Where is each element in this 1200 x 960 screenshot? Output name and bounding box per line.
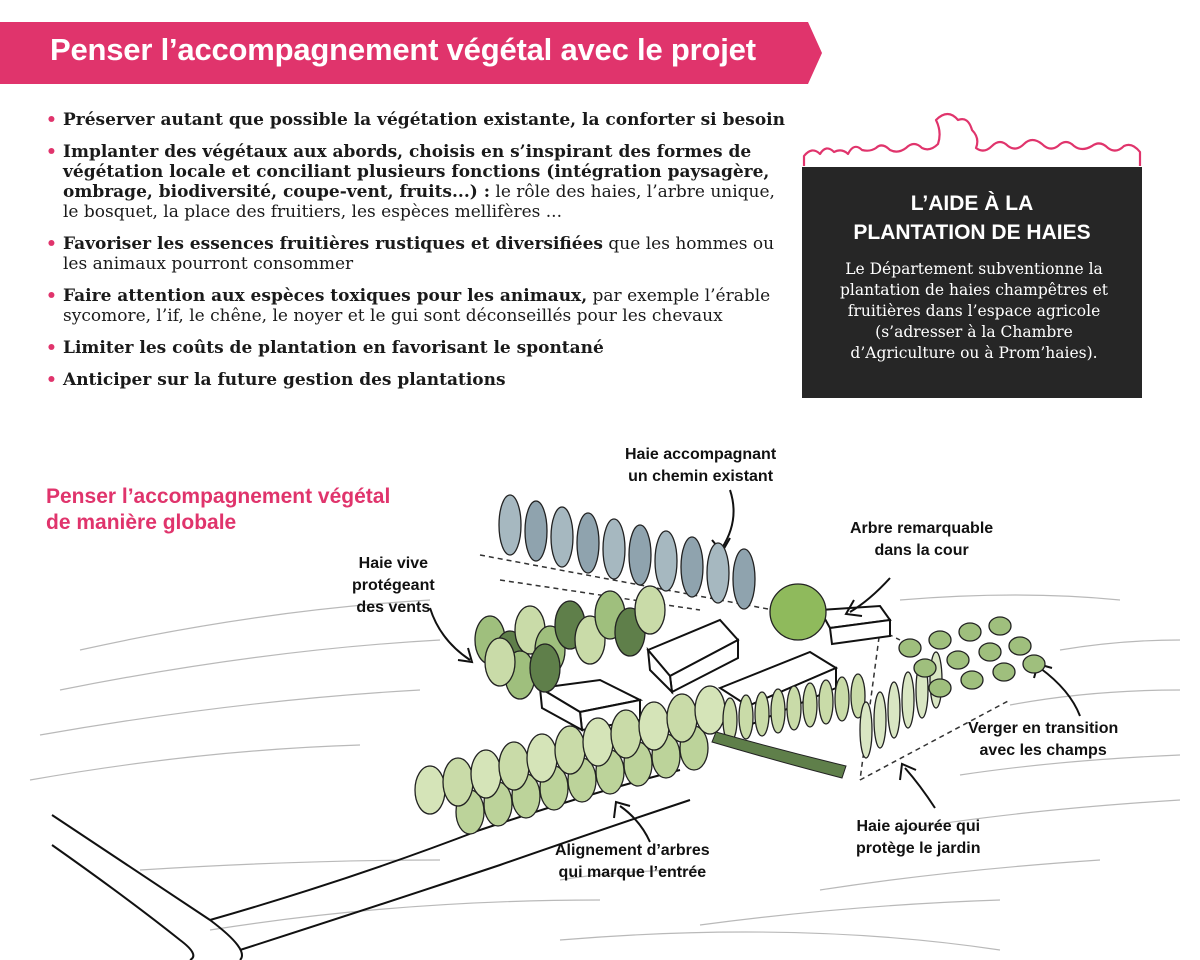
list-item: [46, 286, 786, 326]
bullet-bold: Favoriser les essences fruitières rustiques et diversifiées: [63, 234, 603, 254]
label-line: protégeant: [352, 577, 435, 594]
bullet-text: que les hommes ou les animaux pourront consommer: [63, 234, 775, 274]
aid-title-line: L’AIDE À LA: [910, 192, 1034, 215]
orchard-tree: [929, 679, 951, 697]
list-item: [46, 338, 786, 358]
column-tree: [888, 682, 900, 738]
orchard-tree: [993, 663, 1015, 681]
open-hedge-tree: [819, 680, 833, 724]
label-line: Arbre remarquable: [850, 520, 994, 537]
alignment-tree: [639, 702, 669, 750]
label-orchard: [968, 718, 1118, 762]
orchard-tree: [899, 639, 921, 657]
page-title: Penser l’accompagnement végétal avec le projet: [50, 32, 756, 67]
poplar-tree: [499, 495, 521, 555]
poplar-tree: [655, 531, 677, 591]
poplar-tree: [551, 507, 573, 567]
open-hedge-tree: [835, 677, 849, 721]
alignment-tree: [443, 758, 473, 806]
list-item: [46, 370, 786, 390]
alignment-tree: [555, 726, 585, 774]
alignment-tree: [583, 718, 613, 766]
hedge-tree: [485, 638, 515, 686]
alignment-tree: [667, 694, 697, 742]
poplar-tree: [603, 519, 625, 579]
bullet-bold: Préserver autant que possible la végétation existante, la conforter si besoin: [63, 110, 785, 130]
open-hedge-tree: [771, 689, 785, 733]
label-entrance-trees: [555, 840, 710, 884]
orchard-tree: [959, 623, 981, 641]
label-line: Verger en transition: [968, 720, 1119, 737]
orchard-tree: [979, 643, 1001, 661]
remarkable-tree: [770, 584, 826, 640]
label-line: protège le jardin: [856, 840, 981, 857]
poplar-tree: [629, 525, 651, 585]
bullet-bold: Limiter les coûts de plantation en favorisant le spontané: [63, 338, 604, 358]
bullet-bold: Implanter des végétaux aux abords, choisis en s’inspirant des formes de végétation locale et conciliant plusieurs fonctions (intégration paysagère, ombrage, biodiversité, coupe-vent, fruits...) :: [63, 142, 770, 202]
column-tree: [874, 692, 886, 748]
list-item: [46, 110, 786, 130]
label-line: Haie accompagnant: [625, 446, 777, 463]
label-line: avec les champs: [979, 742, 1107, 759]
orchard-tree: [961, 671, 983, 689]
label-line: un chemin existant: [628, 468, 774, 485]
aid-box-text: Le Département subventionne la plantation de haies champêtres et fruitières dans l’espace agricole (s’adresser à la Chambre d’Agriculture ou à Prom’haies).: [839, 260, 1109, 362]
label-line: Haie ajourée qui: [856, 818, 981, 835]
orchard-tree: [929, 631, 951, 649]
list-item: [46, 234, 786, 274]
open-hedge-tree: [739, 695, 753, 739]
alignment-tree: [611, 710, 641, 758]
label-remarkable-tree: [850, 518, 993, 562]
alignment-tree: [695, 686, 725, 734]
orchard-tree: [914, 659, 936, 677]
poplar-tree: [707, 543, 729, 603]
poplar-tree: [525, 501, 547, 561]
open-hedge-tree: [787, 686, 801, 730]
orchard-tree: [989, 617, 1011, 635]
alignment-tree: [415, 766, 445, 814]
aid-info-box: [802, 167, 1142, 398]
poplar-tree: [577, 513, 599, 573]
poplar-tree: [681, 537, 703, 597]
label-line: Haie vive: [358, 555, 429, 572]
low-hedge: [712, 732, 846, 778]
hedge-tree: [530, 644, 560, 692]
alignment-tree: [499, 742, 529, 790]
aid-box-title: [802, 189, 1142, 247]
orchard-tree: [1023, 655, 1045, 673]
guideline-list: [46, 110, 786, 402]
alignment-tree: [527, 734, 557, 782]
column-tree: [902, 672, 914, 728]
label-hedge-path: [625, 444, 776, 488]
orchard-tree: [1009, 637, 1031, 655]
label-garden-hedge: [856, 816, 980, 860]
aid-title-line: PLANTATION DE HAIES: [853, 221, 1091, 244]
label-line: Alignement d’arbres: [555, 842, 710, 859]
header-banner: [0, 22, 822, 84]
hedge-skyline-icon: [802, 108, 1142, 170]
bullet-bold: Faire attention aux espèces toxiques pour les animaux,: [63, 286, 588, 306]
orchard-tree: [947, 651, 969, 669]
label-line: qui marque l’entrée: [558, 864, 707, 881]
bullet-text: le rôle des haies, l’arbre unique, le bosquet, la place des fruitiers, les espèces mellifères ...: [63, 182, 775, 222]
hedge-tree: [635, 586, 665, 634]
label-line: des vents: [356, 599, 431, 616]
list-item: [46, 142, 786, 222]
open-hedge-tree: [755, 692, 769, 736]
illustration-title-line: Penser l’accompagnement végétal: [46, 485, 391, 508]
open-hedge-tree: [803, 683, 817, 727]
label-line: dans la cour: [874, 542, 969, 559]
bullet-bold: Anticiper sur la future gestion des plantations: [63, 370, 506, 390]
illustration-title-line: de manière globale: [46, 511, 237, 534]
alignment-tree: [471, 750, 501, 798]
bullet-text: par exemple l’érable sycomore, l’if, le chêne, le noyer et le gui sont déconseillés pour les chevaux: [63, 286, 771, 326]
poplar-tree: [733, 549, 755, 609]
column-tree: [860, 702, 872, 758]
label-windbreak-hedge: [352, 553, 435, 619]
